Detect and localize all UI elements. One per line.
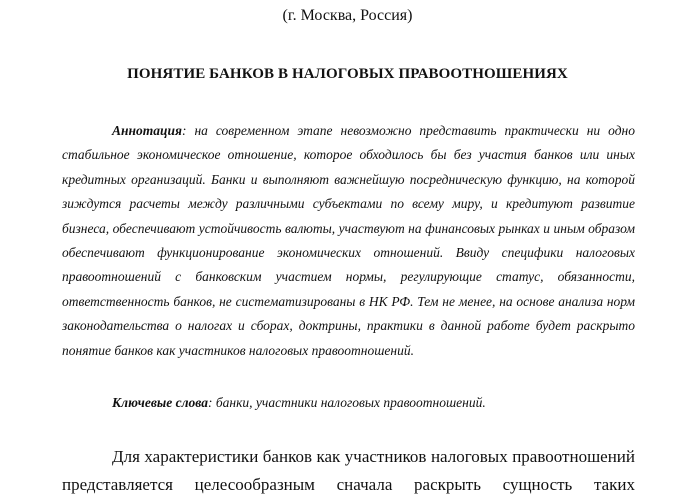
abstract-label: Аннотация <box>112 123 182 138</box>
abstract-text: : на современном этапе невозможно представить практически ни одно стабильное экономическое отношение, которое обходилось бы без участия банков или иных кредитных организаций. Банки и выполняют важнейшую посредническую функцию, на которой зиждутся расчеты между различными субъектами по всему миру, и кредитуют развитие бизнеса, обеспечивают устойчивость валюты, участвуют на финансовых рынках и иным образом обеспечивают функционирование экономических отношений. Ввиду специфики налоговых правоотношений с банковским участием нормы, регулирующие статус, обязанности, ответственность банков, не систематизированы в НК РФ. Тем не менее, на основе анализа норм законодательства о налогах и сборах, доктрины, практики в данной работе будет раскрыто понятие банков как участников налоговых правоотношений. <box>62 123 635 358</box>
author-affiliation: (г. Москва, Россия) <box>282 7 413 24</box>
abstract-paragraph <box>62 119 635 363</box>
article-title: ПОНЯТИЕ БАНКОВ В НАЛОГОВЫХ ПРАВООТНОШЕНИЯХ <box>127 66 568 82</box>
keywords-label: Ключевые слова <box>112 395 208 410</box>
keywords-paragraph <box>62 392 635 414</box>
keywords-text: : банки, участники налоговых правоотношений. <box>207 395 486 410</box>
body-paragraph: Для характеристики банков как участников налоговых правоотношений представляется целесообразным сначала раскрыть сущность таких <box>62 447 635 494</box>
